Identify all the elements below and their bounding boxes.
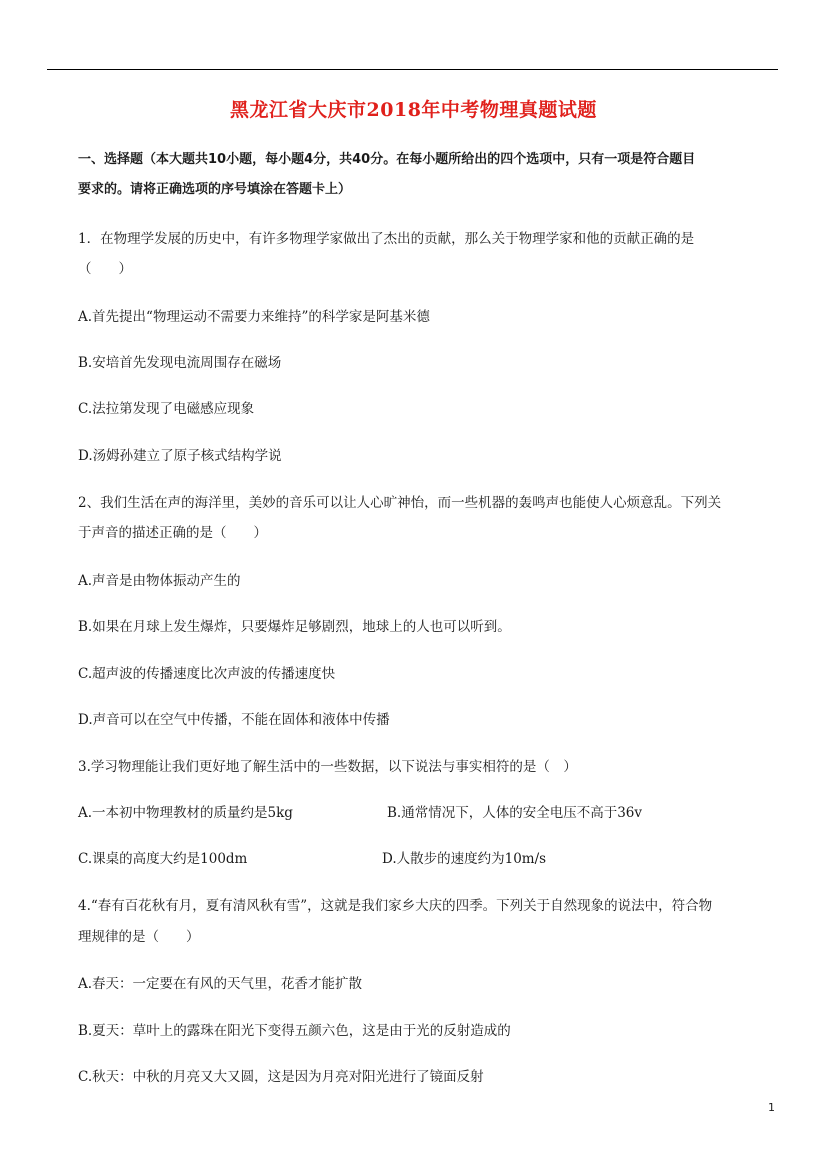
page-title: 黑龙江省大庆市2018年中考物理真题试题 [230, 99, 597, 121]
q3-option-a: A.一本初中物理教材的质量约是5kg [78, 805, 293, 821]
q1-option-d: D.汤姆孙建立了原子核式结构学说 [78, 448, 282, 464]
q3-stem: 3.学习物理能让我们更好地了解生活中的一些数据，以下说法与事实相符的是（ ） [78, 759, 577, 775]
q4-option-b: B.夏天：草叶上的露珠在阳光下变得五颜六色，这是由于光的反射造成的 [78, 1023, 511, 1039]
q4-option-c: C.秋天：中秋的月亮又大又圆，这是因为月亮对阳光进行了镜面反射 [78, 1069, 484, 1085]
q4-option-a: A.春天：一定要在有风的天气里，花香才能扩散 [78, 976, 363, 992]
header-rule [47, 69, 778, 70]
page-number: 1 [768, 1101, 775, 1114]
section-header-line-1: 一、选择题（本大题共10小题，每小题4分，共40分。在每小题所给出的四个选项中，只有一项是符合题目 [78, 152, 696, 167]
q1-stem-line-2: （ ） [78, 261, 132, 277]
q3-option-d: D.人散步的速度约为10m/s [382, 851, 547, 867]
q1-option-c: C.法拉第发现了电磁感应现象 [78, 401, 255, 417]
q2-option-a: A.声音是由物体振动产生的 [78, 573, 241, 589]
q1-option-a: A.首先提出“物理运动不需要力来维持”的科学家是阿基米德 [78, 309, 430, 325]
q2-option-d: D.声音可以在空气中传播，不能在固体和液体中传播 [78, 712, 390, 728]
q2-stem-line-1: 2、我们生活在声的海洋里，美妙的音乐可以让人心旷神怡，而一些机器的轰鸣声也能使人心烦意乱。下列关 [78, 495, 722, 511]
q2-option-c: C.超声波的传播速度比次声波的传播速度快 [78, 666, 336, 682]
q3-option-c: C.课桌的高度大约是100dm [78, 851, 248, 867]
q4-stem-line-2: 理规律的是（ ） [78, 929, 200, 945]
q2-stem-line-2: 于声音的描述正确的是（ ） [78, 525, 267, 541]
q2-option-b: B.如果在月球上发生爆炸，只要爆炸足够剧烈，地球上的人也可以听到。 [78, 619, 511, 635]
q3-option-b: B.通常情况下，人体的安全电压不高于36v [387, 805, 643, 821]
q4-stem-line-1: 4.“春有百花秋有月，夏有清风秋有雪”，这就是我们家乡大庆的四季。下列关于自然现象的说法中，符合物 [78, 898, 713, 914]
section-header-line-2: 要求的。请将正确选项的序号填涂在答题卡上） [78, 182, 352, 197]
q1-stem-line-1: 1．在物理学发展的历史中，有许多物理学家做出了杰出的贡献，那么关于物理学家和他的贡献正确的是 [78, 231, 695, 247]
q1-option-b: B.安培首先发现电流周围存在磁场 [78, 355, 282, 371]
